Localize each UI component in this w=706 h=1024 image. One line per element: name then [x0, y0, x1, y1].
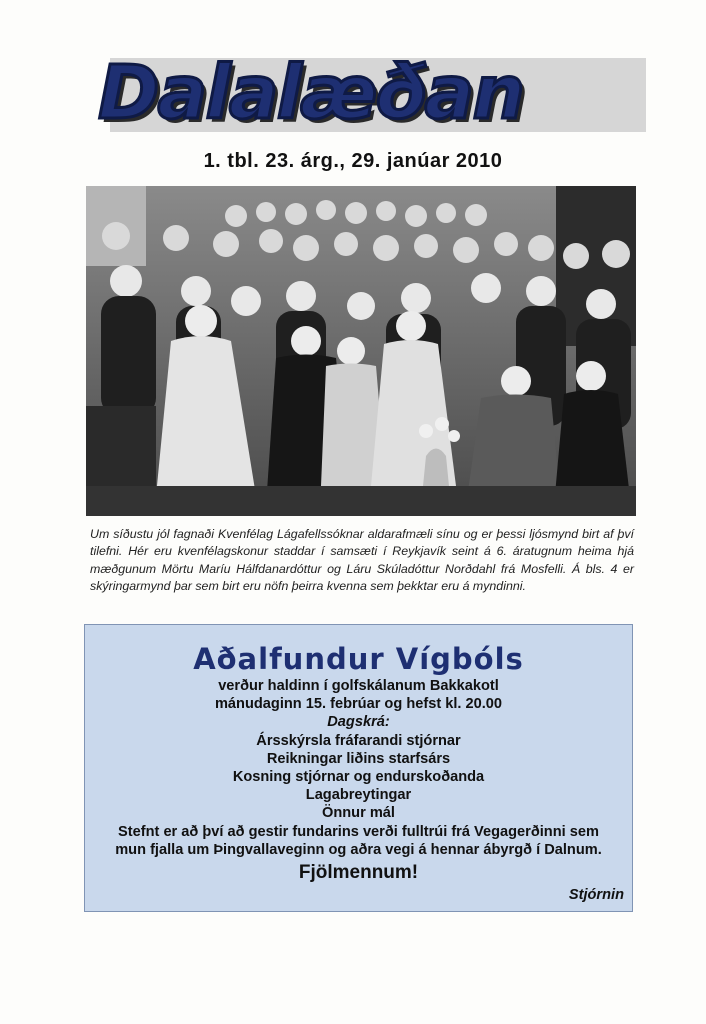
notice-line: verður haldinn í golfskálanum Bakkakotl [218, 678, 499, 694]
notice-line: mánudaginn 15. febrúar og hefst kl. 20.00 [214, 696, 503, 713]
group-photo-illustration [86, 186, 636, 516]
meeting-notice [84, 624, 633, 912]
agenda-item: Önnur mál [322, 805, 395, 822]
notice-heading: Aðalfundur Vígbóls [193, 642, 524, 676]
notice-note: mun fjalla um Þingvallaveginn og aðra vegi á hennar ábyrgð í Dalnum. [115, 841, 602, 858]
agenda-item: Reikningar liðins starfsárs [266, 750, 451, 767]
group-photo [86, 186, 636, 516]
notice-note: Stefnt er að því að gestir fundarins verði fulltrúi frá Vegagerðinni sem [118, 823, 599, 840]
notice-signature: Stjórnin [568, 887, 624, 903]
notice-call: Fjölmennum! [298, 862, 419, 884]
agenda-item: Ársskýrsla fráfarandi stjórnar [256, 732, 461, 749]
newspaper-title: Dalalæðan [98, 50, 524, 136]
notice-body [85, 677, 632, 859]
agenda-item: Lagabreytingar [305, 787, 412, 804]
agenda-label: Dagskrá: [327, 714, 390, 731]
photo-caption: Um síðustu jól fagnaði Kvenfélag Lágafellssóknar aldarafmæli sínu og er þessi ljósmynd birt af því tilefni. Hér eru kvenfélagskonur staddar í samsæti í Reykjavík seint á 6. áratugnum heima hjá mæðgunum Mörtu Maríu Hálfdanardóttur og Láru Skúladóttur Norðdahl frá Mosfelli. Á bls. 4 er skýringarmynd þar sem birt eru nöfn þeirra kvenna sem þekktar eru á myndinni. [90, 527, 634, 594]
masthead [96, 50, 652, 140]
agenda-item: Kosning stjórnar og endurskoðanda [232, 769, 485, 786]
issue-line: 1. tbl. 23. árg., 29. janúar 2010 [203, 150, 503, 172]
